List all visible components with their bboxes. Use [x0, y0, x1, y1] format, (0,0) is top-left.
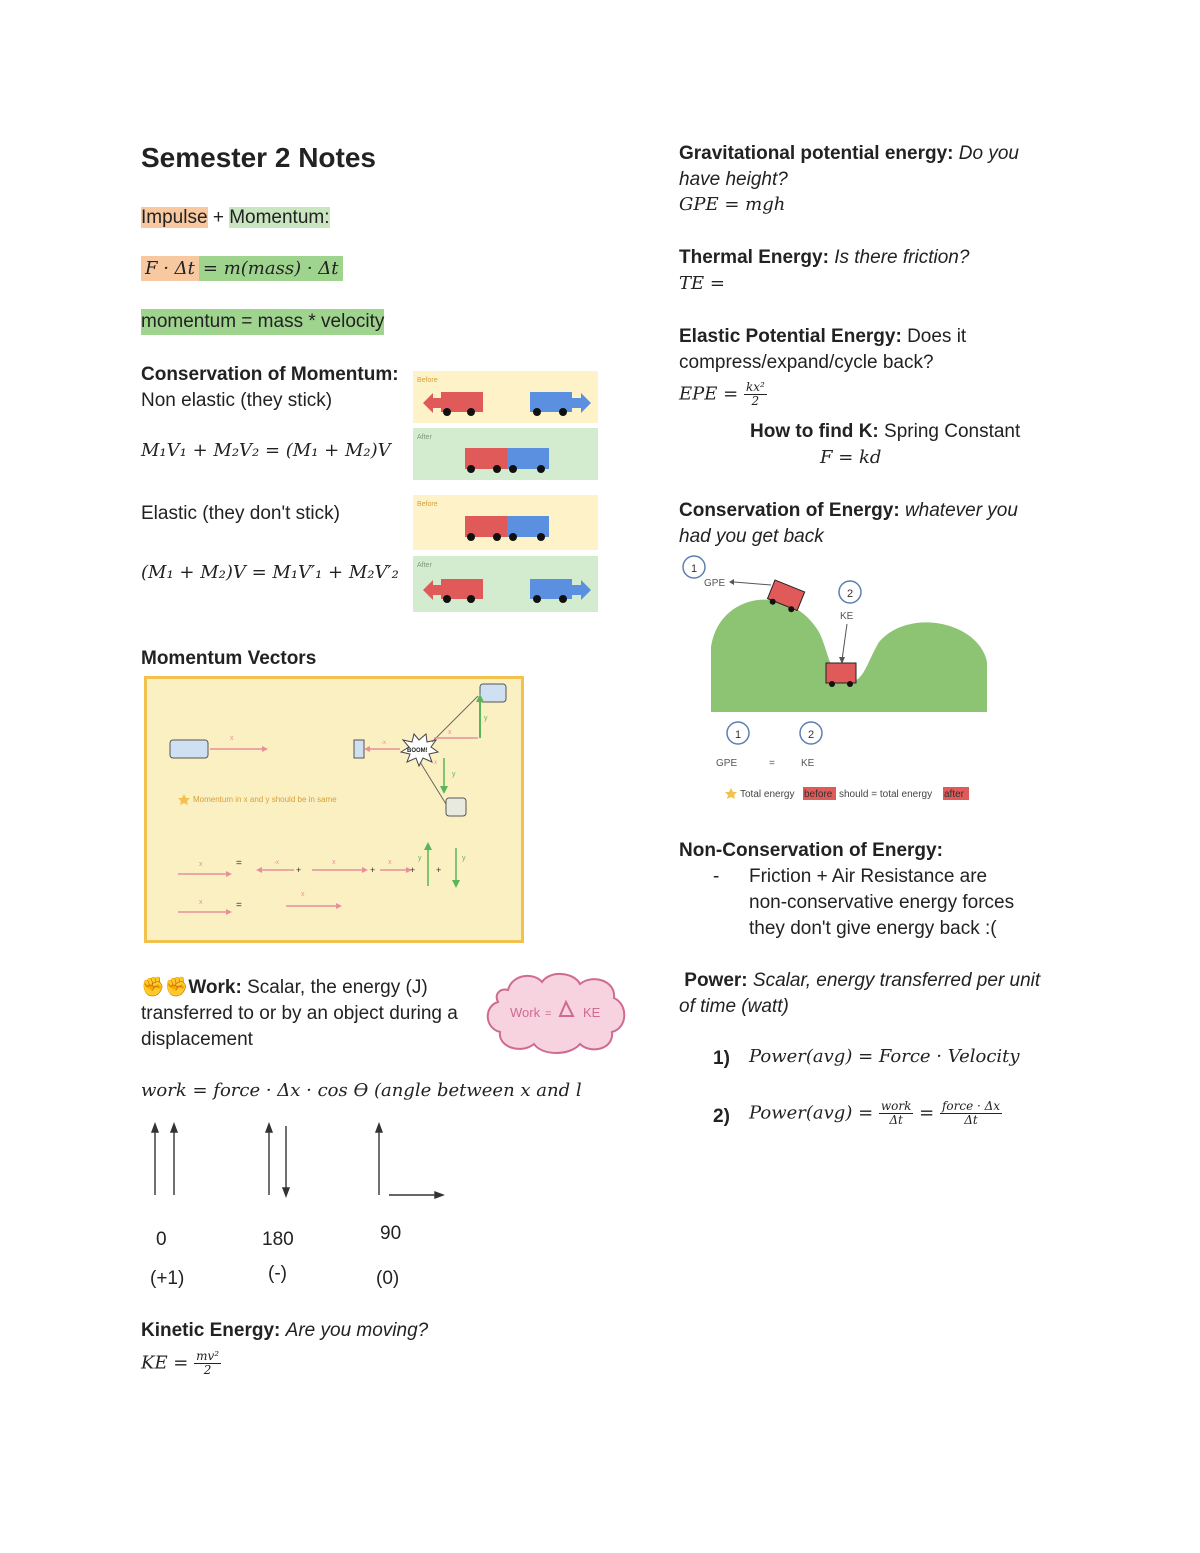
power-f2-den2: Δt [964, 1113, 978, 1127]
svg-text:-x: -x [274, 860, 279, 866]
conservation-momentum-heading: Conservation of Momentum: [141, 364, 399, 385]
power-f2-eq: = [919, 1102, 935, 1124]
impulse-lhs: F · Δt [141, 256, 199, 281]
svg-text:KE: KE [801, 758, 815, 769]
svg-text:=: = [769, 758, 775, 769]
elastic-pe-num: kx² [745, 380, 765, 394]
svg-text:x: x [199, 861, 203, 868]
conservation-energy-heading: Conservation of Energy: [679, 500, 900, 521]
svg-text:x: x [199, 899, 203, 906]
cloud-work: Work [510, 1005, 541, 1020]
impulse-label: Impulse [141, 207, 208, 228]
svg-text:Total energy: Total energy [740, 789, 795, 800]
after-label-2: After [417, 562, 432, 569]
elastic-pe-lhs: EPE = [679, 383, 739, 405]
cloud-ke: KE [583, 1005, 601, 1020]
power-f2-num2: force · Δx [941, 1099, 1001, 1113]
collision-diagrams [413, 371, 598, 613]
angle-0: 0 [156, 1229, 167, 1250]
elastic-after-panel [413, 556, 598, 612]
svg-text:GPE: GPE [704, 578, 726, 589]
before-label-2: Before [417, 501, 438, 508]
work-formula: work = force · Δx · cos ϴ (angle between x and l [141, 1080, 582, 1101]
elastic-pe-formula [679, 381, 767, 408]
angle-diagrams [145, 1120, 450, 1205]
svg-text:x: x [301, 891, 305, 898]
power-heading: Power: [684, 970, 748, 991]
power-formula-2 [749, 1100, 1002, 1127]
arrow-right-icon [435, 1192, 443, 1198]
svg-text:GPE: GPE [716, 758, 738, 769]
page-title: Semester 2 Notes [141, 142, 377, 173]
svg-text:x: x [332, 859, 336, 866]
elastic-pe-q2: compress/expand/cycle back? [679, 352, 934, 373]
star-icon [725, 788, 737, 799]
gpe-question-1: Do you [958, 143, 1019, 164]
sign-180: (-) [268, 1263, 287, 1284]
svg-text:should = total energy: should = total energy [839, 789, 933, 800]
svg-text:+: + [296, 865, 302, 875]
non-conservation-text [749, 864, 1014, 942]
power-formula-1: Power(avg) = Force · Velocity [749, 1046, 1020, 1067]
kinetic-heading: Kinetic Energy: [141, 1320, 281, 1341]
sign-90: (0) [376, 1268, 400, 1289]
sign-0: (+1) [150, 1268, 185, 1289]
work-cloud [482, 970, 628, 1056]
non-elastic-label: Non elastic (they stick) [141, 390, 333, 411]
gpe-question-2: have height? [679, 169, 788, 190]
conservation-energy-desc-2: had you get back [679, 526, 824, 547]
power-desc-2: of time (watt) [679, 996, 789, 1017]
arrow-down-icon [283, 1188, 289, 1196]
howto-rest: Spring Constant [884, 421, 1021, 442]
angle-180: 180 [262, 1229, 294, 1250]
svg-text:y: y [462, 855, 466, 862]
svg-text:+: + [410, 865, 416, 875]
before-label-1: Before [417, 377, 438, 384]
svg-text:after: after [944, 789, 965, 800]
elastic-equation: (M₁ + M₂)V = M₁V′₁ + M₂V′₂ [141, 562, 399, 583]
momentum-vectors-diagram [144, 676, 524, 943]
svg-text:y: y [418, 855, 422, 862]
work-desc-2: transferred to or by an object during a [141, 1003, 458, 1024]
svg-text:+: + [370, 865, 376, 875]
svg-text:x: x [388, 859, 392, 866]
impulse-eq-sign: = [202, 258, 218, 279]
conservation-energy-section [679, 498, 1059, 550]
work-desc-3: displacement [141, 1029, 253, 1050]
impulse-rhs: m(mass) · Δt [223, 258, 339, 279]
momentum-vectors-heading: Momentum Vectors [141, 648, 317, 669]
gpe-formula: GPE = mgh [679, 194, 786, 215]
elastic-pe-den: 2 [751, 394, 760, 408]
gpe-section [679, 141, 1059, 193]
plus-sign: + [212, 207, 224, 228]
power-desc-1: Scalar, energy transferred per unit [752, 970, 1041, 991]
kinetic-den: 2 [203, 1363, 212, 1377]
thermal-formula: TE = [679, 273, 725, 294]
elastic-before-panel [413, 495, 598, 550]
non-conservation-heading: Non-Conservation of Energy: [679, 840, 943, 861]
svg-text:2: 2 [847, 588, 854, 600]
elastic-pe-heading: Elastic Potential Energy: [679, 326, 902, 347]
svg-text:before: before [804, 789, 833, 800]
svg-text:x: x [230, 735, 234, 742]
kinetic-lhs: KE = [141, 1352, 189, 1374]
momentum-label: Momentum: [229, 207, 330, 228]
howto-bold: How to find K: [750, 421, 879, 442]
non-conservation-line-3: they don't give energy back :( [749, 918, 997, 939]
svg-text:1: 1 [735, 729, 742, 741]
svg-text:=: = [236, 858, 242, 869]
svg-text:-x: -x [381, 740, 386, 746]
thermal-heading: Thermal Energy: [679, 247, 829, 268]
svg-text:2: 2 [808, 729, 815, 741]
svg-text:x: x [434, 760, 437, 766]
svg-text:=: = [236, 900, 242, 911]
svg-text:y: y [452, 771, 456, 778]
non-elastic-equation: M₁V₁ + M₂V₂ = (M₁ + M₂)V [141, 440, 391, 461]
kinetic-section [141, 1318, 428, 1344]
conservation-energy-desc-1: whatever you [904, 500, 1018, 521]
work-desc-1: Scalar, the energy (J) [247, 977, 428, 998]
non-elastic-before-panel [413, 371, 598, 423]
gpe-heading: Gravitational potential energy: [679, 143, 954, 164]
spring-constant-line [750, 419, 1020, 445]
svg-text:x: x [448, 729, 452, 736]
kinetic-formula [141, 1350, 221, 1377]
momentum-equation: momentum = mass * velocity [141, 309, 384, 335]
svg-text:+: + [436, 865, 442, 875]
power-item-1-number: 1) [713, 1048, 730, 1069]
svg-text:KE: KE [840, 611, 854, 622]
work-heading: Work: [188, 977, 242, 998]
power-f2-lhs: Power(avg) = [749, 1102, 874, 1124]
svg-text:1: 1 [691, 563, 698, 575]
after-label-1: After [417, 434, 432, 441]
angle-90: 90 [380, 1223, 402, 1244]
non-conservation-bullet: - [713, 866, 720, 887]
elastic-pe-section [679, 324, 1059, 376]
non-conservation-line-1: Friction + Air Resistance are [749, 866, 988, 887]
work-section [141, 975, 481, 1053]
arrow-up-icon [152, 1124, 158, 1132]
svg-text:=: = [545, 1008, 552, 1020]
boom-text: BOOM! [407, 748, 428, 754]
vectors-note: Momentum in x and y should be in same [193, 795, 337, 804]
non-conservation-line-2: non-conservative energy forces [749, 892, 1015, 913]
thermal-question: Is there friction? [834, 247, 970, 268]
spring-formula: F = kd [820, 447, 882, 468]
elastic-pe-q1: Does it [907, 326, 967, 347]
elastic-label: Elastic (they don't stick) [141, 503, 340, 524]
bottom-cart [826, 663, 856, 683]
non-elastic-after-panel [413, 428, 598, 480]
impulse-heading [141, 205, 330, 231]
power-item-2-number: 2) [713, 1106, 730, 1127]
energy-hill-diagram [679, 552, 999, 807]
thermal-section [679, 245, 969, 271]
impulse-equation [141, 258, 343, 279]
kinetic-num: mv² [196, 1349, 220, 1363]
svg-text:y: y [484, 715, 488, 722]
power-f2-num1: work [880, 1099, 912, 1113]
kinetic-question: Are you moving? [285, 1320, 429, 1341]
fist-icon: ✊✊ [141, 977, 189, 998]
power-f2-den1: Δt [889, 1113, 903, 1127]
power-section [679, 968, 1069, 1020]
